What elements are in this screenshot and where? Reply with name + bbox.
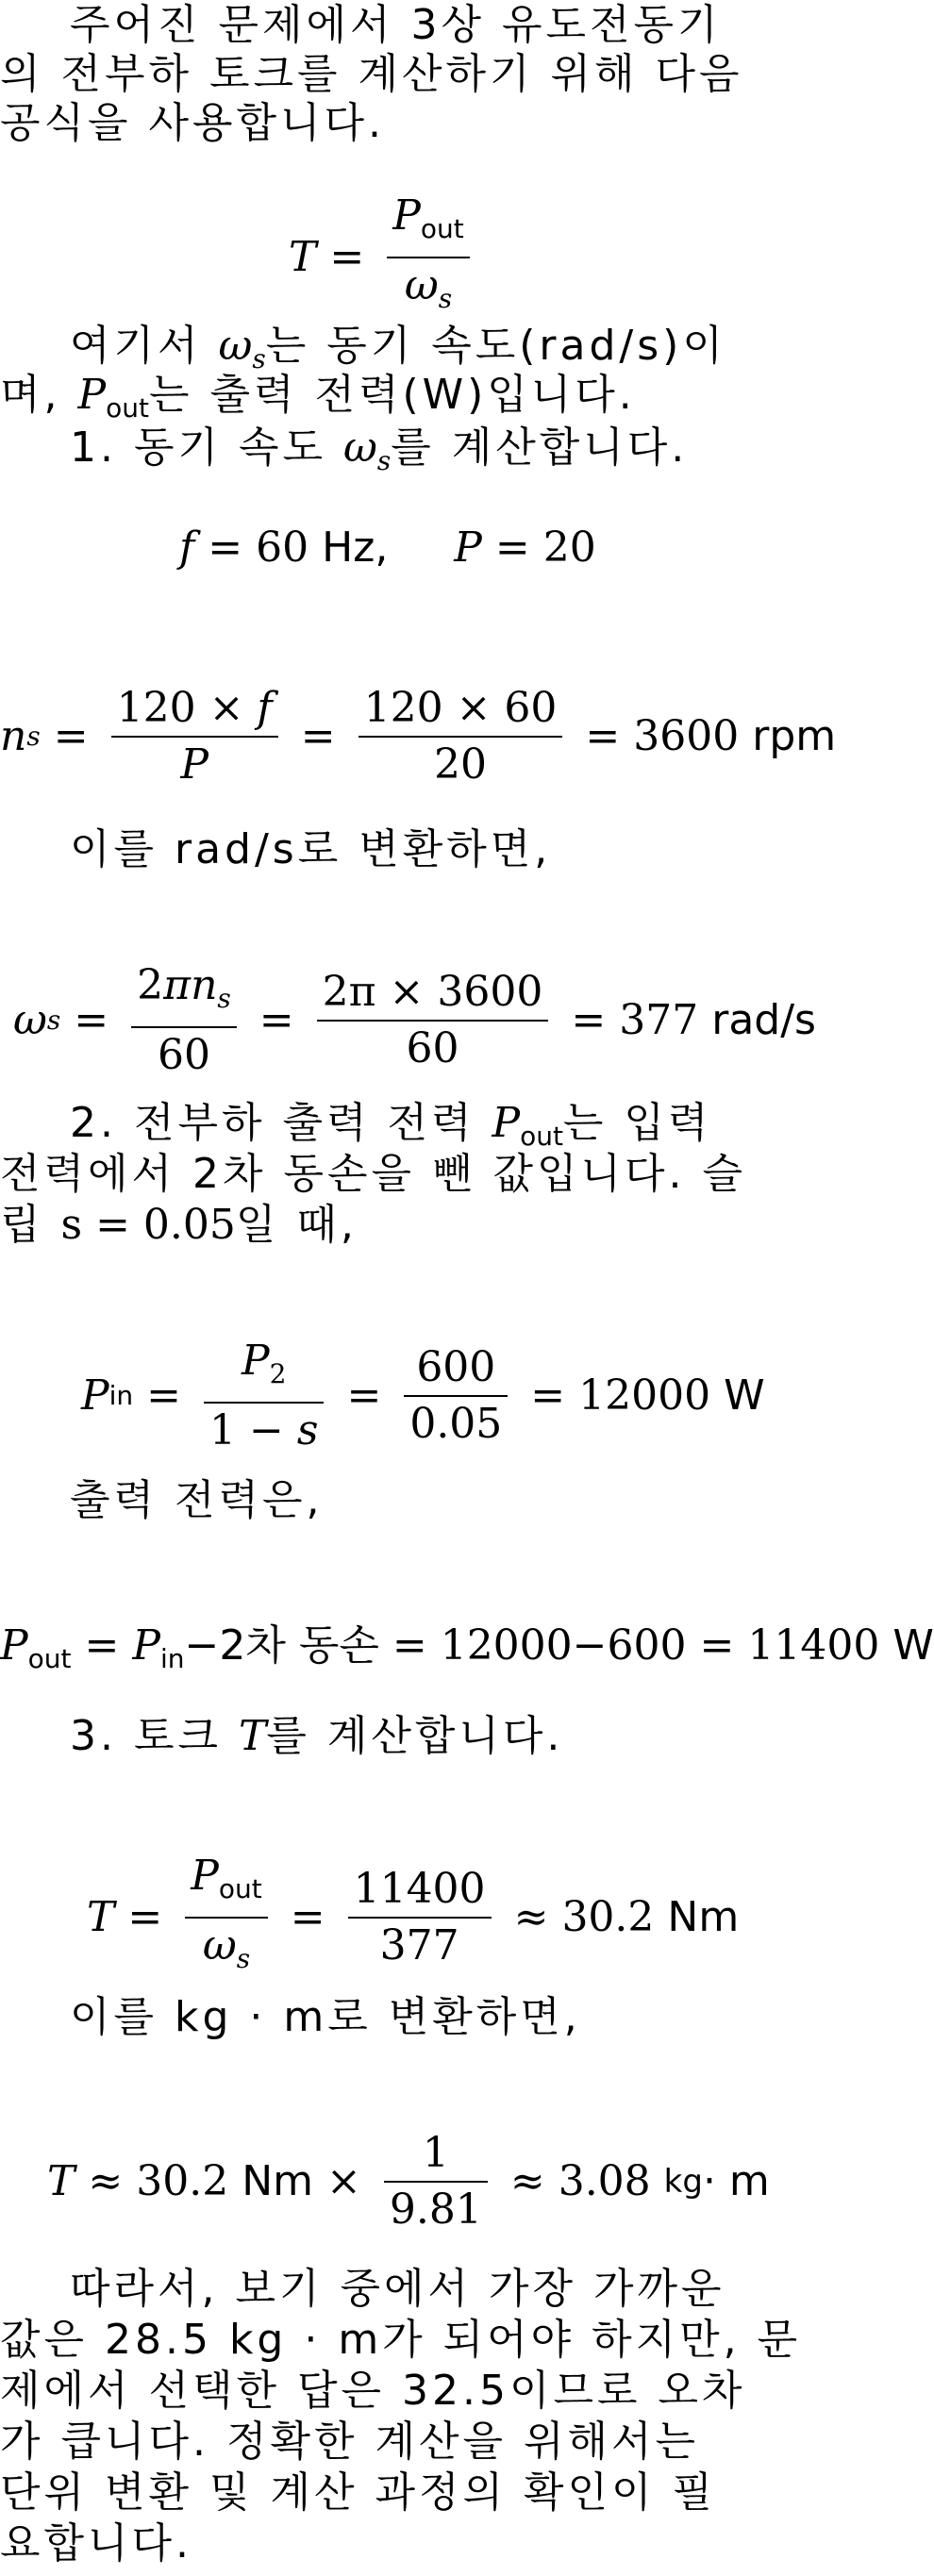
ns-formula: n s = $\frac{120 \times f}{P}$ = $\frac{120 \times 60}{20}$ = 3600 rpm xyxy=(0,681,836,792)
fraction-den-sub: s xyxy=(438,283,453,314)
intro-line-2: 의 전부하 토크를 계산하기 위해 다음 xyxy=(0,50,743,98)
where-line-1: 여기서 $\omega_s$는 동기 속도(rad/s)이 xyxy=(70,322,726,374)
rads-convert-text: 이를 rad/s로 변환하면, xyxy=(70,825,552,873)
kgm-formula: T ≈ 30.2 Nm × $\frac{1}{9.81}$ ≈ 3.08 kg · m xyxy=(47,2126,770,2237)
step2-line-1: 2. 전부하 출력 전력 $P_{out}$는 입력 xyxy=(70,1099,712,1152)
conclusion-line-5: 단위 변환 및 계산 과정의 확인이 필 xyxy=(0,2468,716,2517)
omega-fraction-1: $\frac{2\pi n_s}{60}$ xyxy=(131,958,237,1083)
ns-fraction-2: $\frac{120 \times 60}{20}$ xyxy=(359,681,563,792)
step1-title: 1. 동기 속도 $\omega_s$를 계산합니다. xyxy=(70,424,689,476)
kgm-convert-text: 이를 kg · m로 변환하면, xyxy=(70,1993,581,2041)
intro-line-1: 주어진 문제에서 3상 유도전동기 xyxy=(70,1,722,49)
step2-line-3: 립 s = 0.05일 때, xyxy=(0,1201,358,1249)
conclusion-line-2: 값은 28.5 kg · m가 되어야 하지만, 문 xyxy=(0,2316,802,2364)
conclusion-line-4: 가 큽니다. 정확한 계산을 위해서는 xyxy=(0,2418,699,2466)
fraction-den-var: ω xyxy=(404,261,439,309)
step2-line-2: 전력에서 2차 동손을 뺀 값입니다. 슬 xyxy=(0,1150,746,1198)
torque-calc: T = $\frac{P_{out}}{\omega_s}$ = $\frac{11400}{377}$ ≈ 30.2 Nm xyxy=(87,1849,739,1986)
fraction-num-var: P xyxy=(392,191,421,240)
step3-title: 3. 토크 T를 계산합니다. xyxy=(70,1712,564,1760)
omega-fraction-2: $\frac{2\pi \times 3600}{60}$ xyxy=(317,965,549,1076)
conclusion-line-6: 요합니다. xyxy=(0,2519,193,2568)
formula-fraction xyxy=(387,189,469,326)
where-line-2: 며, $P_{out}$는 출력 전력(W)입니다. xyxy=(0,371,636,424)
formula-equals: = xyxy=(329,233,365,281)
torque-fraction-1: $\frac{P_{out}}{\omega_s}$ xyxy=(185,1849,267,1986)
pin-fraction-2: $\frac{600}{0.05}$ xyxy=(404,1340,508,1452)
fraction-num-sub: out xyxy=(420,213,464,244)
conversion-fraction: $\frac{1}{9.81}$ xyxy=(384,2126,488,2237)
conclusion-line-3: 제에서 선택한 답은 32.5이므로 오차 xyxy=(0,2367,746,2415)
pout-formula: $P_{out} = P_{in}-2$차 동손 = 12000−600 = 11400 W xyxy=(0,1621,934,1674)
pin-formula: P in = $\frac{P_2}{1 - s}$ = $\frac{600}{0.05}$ = 12000 W xyxy=(81,1334,765,1458)
omega-formula: ω s = $\frac{2\pi n_s}{60}$ = $\frac{2\pi \times 3600}{60}$ = 377 rad/s xyxy=(13,958,816,1083)
torque-fraction-2: $\frac{11400}{377}$ xyxy=(348,1862,492,1973)
ns-fraction-1: $\frac{120 \times f}{P}$ xyxy=(111,681,278,792)
formula-lhs: T xyxy=(289,233,317,281)
torque-formula xyxy=(289,189,479,326)
pin-fraction-1: $\frac{P_2}{1 - s}$ xyxy=(204,1334,324,1458)
output-power-text: 출력 전력은, xyxy=(70,1476,324,1524)
conclusion-line-1: 따라서, 보기 중에서 가장 가까운 xyxy=(70,2265,726,2313)
intro-line-3: 공식을 사용합니다. xyxy=(0,99,386,147)
given-values: f = 60 Hz, P = 20 xyxy=(179,524,596,572)
